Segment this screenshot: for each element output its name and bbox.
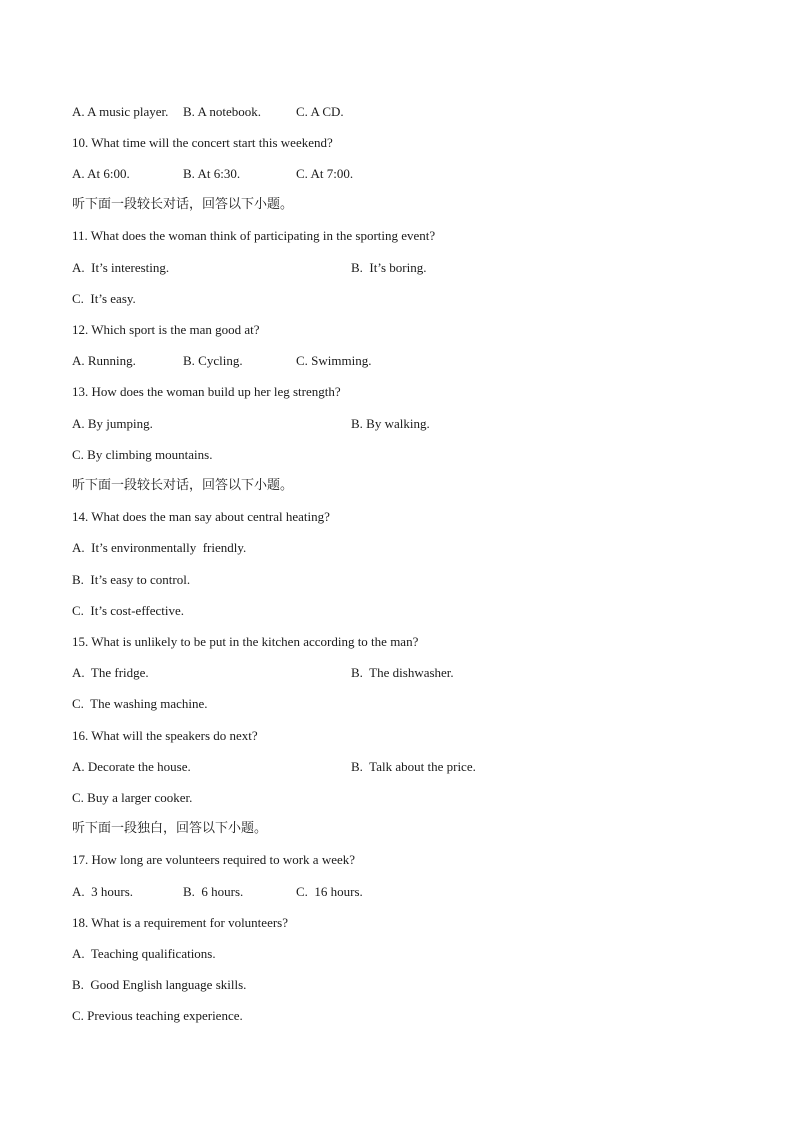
q11-option-b: B. It’s boring. <box>351 260 427 275</box>
q14-option-c: C. It’s cost-effective. <box>72 603 185 618</box>
q11-option-a: A. It’s interesting. <box>72 260 170 275</box>
q18-option-b: B. Good English language skills. <box>72 977 247 992</box>
q18-option-c: C. Previous teaching experience. <box>72 1008 243 1023</box>
q17-option-c: C. 16 hours. <box>296 884 363 899</box>
q12-option-a: A. Running. <box>72 353 136 368</box>
q14-question: 14. What does the man say about central heating? <box>72 509 330 524</box>
q11-option-c: C. It’s easy. <box>72 291 136 306</box>
q18-question: 18. What is a requirement for volunteers? <box>72 915 288 930</box>
q10-option-b: B. At 6:30. <box>183 166 241 181</box>
q18-option-a: A. Teaching qualifications. <box>72 946 216 961</box>
q16-option-c: C. Buy a larger cooker. <box>72 790 193 805</box>
q10-option-c: C. At 7:00. <box>296 166 354 181</box>
q14-option-b: B. It’s easy to control. <box>72 572 191 587</box>
q12-question: 12. Which sport is the man good at? <box>72 322 260 337</box>
q16-option-b: B. Talk about the price. <box>351 759 476 774</box>
q17-option-b: B. 6 hours. <box>183 884 244 899</box>
q12-option-c: C. Swimming. <box>296 353 372 368</box>
q15-question: 15. What is unlikely to be put in the kitchen according to the man? <box>72 634 419 649</box>
section-heading-1: 听下面一段较长对话，回答以下小题。 <box>72 197 294 212</box>
q15-option-c: C. The washing machine. <box>72 696 208 711</box>
q10-option-a: A. At 6:00. <box>72 166 130 181</box>
q17-question: 17. How long are volunteers required to work a week? <box>72 852 356 867</box>
q12-option-b: B. Cycling. <box>183 353 243 368</box>
q9-option-a: A. A music player. <box>72 104 169 119</box>
q15-option-a: A. The fridge. <box>72 665 149 680</box>
section-heading-2: 听下面一段较长对话，回答以下小题。 <box>72 478 294 493</box>
section-heading-3: 听下面一段独白，回答以下小题。 <box>72 821 268 836</box>
q13-option-b: B. By walking. <box>351 416 430 431</box>
q9-option-c: C. A CD. <box>296 104 344 119</box>
q14-option-a: A. It’s environmentally friendly. <box>72 540 247 555</box>
q13-option-a: A. By jumping. <box>72 416 153 431</box>
q17-option-a: A. 3 hours. <box>72 884 134 899</box>
q15-option-b: B. The dishwasher. <box>351 665 454 680</box>
q9-option-b: B. A notebook. <box>183 104 262 119</box>
q10-question: 10. What time will the concert start this weekend? <box>72 135 333 150</box>
q13-question: 13. How does the woman build up her leg strength? <box>72 384 341 399</box>
q16-question: 16. What will the speakers do next? <box>72 728 258 743</box>
q16-option-a: A. Decorate the house. <box>72 759 191 774</box>
q13-option-c: C. By climbing mountains. <box>72 447 213 462</box>
q11-question: 11. What does the woman think of participating in the sporting event? <box>72 228 436 243</box>
